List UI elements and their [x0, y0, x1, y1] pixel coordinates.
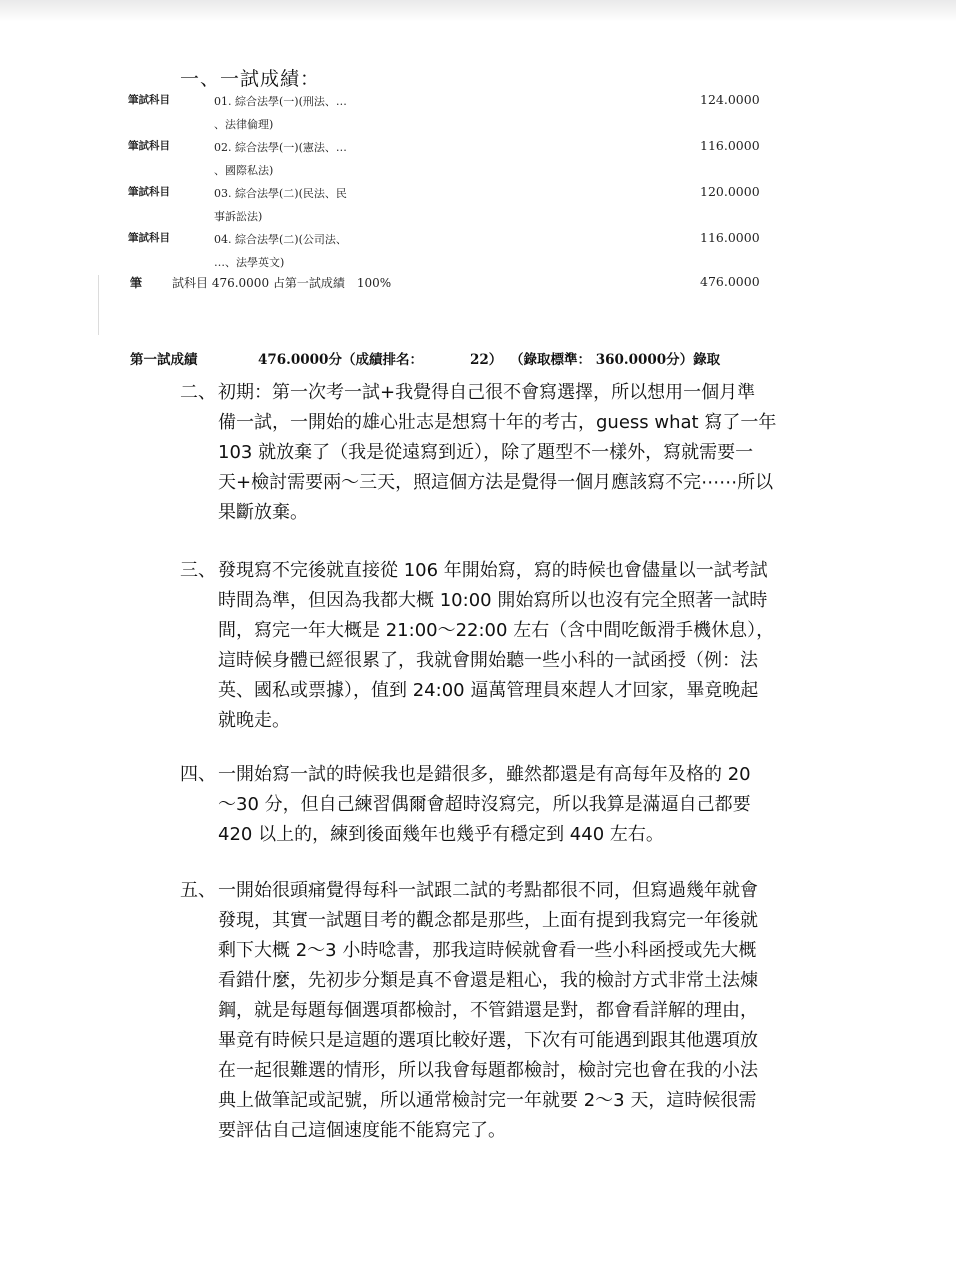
subject-name-cont: 、法律倫理) [214, 118, 274, 131]
score-row [128, 88, 768, 134]
row-category: 筆試科目 [128, 186, 170, 198]
paragraph-line: 一開始寫一試的時候我也是錯很多，雖然都還是有高每年及格的 20 [218, 764, 751, 785]
total-label: 筆 [130, 276, 143, 290]
first-exam-score: 476.0000分 [258, 352, 342, 368]
section-1-title: 一、一試成績： [180, 68, 321, 90]
paragraph-line: 103 就放棄了（我是從遠寫到近），除了題型不一樣外，寫就需要一 [218, 442, 754, 463]
subject-score: 120.0000 [700, 184, 760, 199]
paragraph-line: 時間為準，但因為我都大概 10:00 開始寫所以也沒有完全照著一試時 [218, 590, 768, 611]
paragraph-number: 二、 [180, 382, 216, 403]
paragraph-line: 看錯什麼，先初步分類是真不會還是粗心，我的檢討方式非常土法煉 [218, 970, 758, 991]
paragraph-line: 就晚走。 [218, 710, 290, 731]
paragraph-line: 典上做筆記或記號，所以通常檢討完一年就要 2～3 天，這時候很需 [218, 1090, 757, 1111]
paragraph-line: 在一起很難選的情形，所以我會每題都檢討，檢討完也會在我的小法 [218, 1060, 758, 1081]
subject-name: 02. 綜合法學(一)(憲法、… [214, 141, 347, 154]
row-category: 筆試科目 [128, 140, 170, 152]
paragraph-line: 這時候身體已經很累了，我就會開始聽一些小科的一試函授（例：法 [218, 650, 758, 671]
subject-name: 04. 綜合法學(二)(公司法、 [214, 233, 347, 246]
scan-divider-line [98, 275, 99, 335]
paragraph-number: 五、 [180, 880, 216, 901]
total-row [128, 272, 768, 302]
paragraph-line: 果斷放棄。 [218, 502, 308, 523]
first-exam-standard: （錄取標準： 360.0000分）錄取 [510, 352, 721, 368]
paragraph-line: 天+檢討需要兩～三天，照這個方法是覺得一個月應該寫不完⋯⋯所以 [218, 472, 774, 493]
subject-name-cont: …、法學英文) [214, 256, 285, 269]
total-description: 試科目 476.0000 占第一試成績 100% [172, 276, 392, 290]
paragraph-line: 初期：第一次考一試+我覺得自己很不會寫選擇，所以想用一個月準 [218, 382, 756, 403]
subject-name-cont: 、國際私法) [214, 164, 274, 177]
row-category: 筆試科目 [128, 94, 170, 106]
score-table [128, 88, 768, 302]
paragraph-5 [180, 876, 810, 1146]
paragraph-line: 鋼，就是每題每個選項都檢討，不管錯還是對，都會看詳解的理由， [218, 1000, 758, 1021]
paragraph-line: 要評估自己這個速度能不能寫完了。 [218, 1120, 506, 1141]
paragraph-number: 四、 [180, 764, 216, 785]
paragraph-line: 剩下大概 2～3 小時唸書，那我這時候就會看一些小科函授或先大概 [218, 940, 757, 961]
subject-name-cont: 事訴訟法) [214, 210, 263, 223]
paragraph-line: 英、國私或票據），值到 24:00 逼萬管理員來趕人才回家，畢竟晚起 [218, 680, 759, 701]
paragraph-line: 備一試，一開始的雄心壯志是想寫十年的考古，guess what 寫了一年 [218, 412, 777, 433]
paragraph-line: 420 以上的，練到後面幾年也幾乎有穩定到 440 左右。 [218, 824, 664, 845]
total-score: 476.0000 [700, 274, 760, 289]
paragraph-3 [180, 556, 810, 736]
top-edge-shadow [0, 0, 956, 22]
subject-name: 03. 綜合法學(二)(民法、民 [214, 187, 347, 200]
paragraph-number: 三、 [180, 560, 216, 581]
paragraph-line: 發現，其實一試題目考的觀念都是那些，上面有提到我寫完一年後就 [218, 910, 758, 931]
paragraph-line: 一開始很頭痛覺得每科一試跟二試的考點都很不同，但寫過幾年就會 [218, 880, 758, 901]
paragraph-line: 間，寫完一年大概是 21:00～22:00 左右（含中間吃飯滑手機休息）， [218, 620, 775, 641]
row-category: 筆試科目 [128, 232, 170, 244]
first-exam-rank-label: （成績排名： [342, 352, 423, 368]
paragraph-4 [180, 760, 810, 850]
paragraph-2 [180, 378, 810, 528]
paragraph-line: 發現寫不完後就直接從 106 年開始寫，寫的時候也會儘量以一試考試 [218, 560, 768, 581]
score-row [128, 180, 768, 226]
first-exam-label: 第一試成績 [130, 352, 198, 368]
subject-score: 116.0000 [700, 138, 760, 153]
paragraph-line: 畢竟有時候只是這題的選項比較好選，下次有可能遇到跟其他選項放 [218, 1030, 758, 1051]
score-row [128, 134, 768, 180]
paragraph-line: ～30 分，但自己練習偶爾會超時沒寫完，所以我算是滿逼自己都要 [218, 794, 751, 815]
first-exam-rank: 22） [470, 352, 503, 368]
subject-score: 124.0000 [700, 92, 760, 107]
score-row [128, 226, 768, 272]
subject-name: 01. 綜合法學(一)(刑法、… [214, 95, 347, 108]
subject-score: 116.0000 [700, 230, 760, 245]
first-exam-summary [130, 348, 770, 368]
